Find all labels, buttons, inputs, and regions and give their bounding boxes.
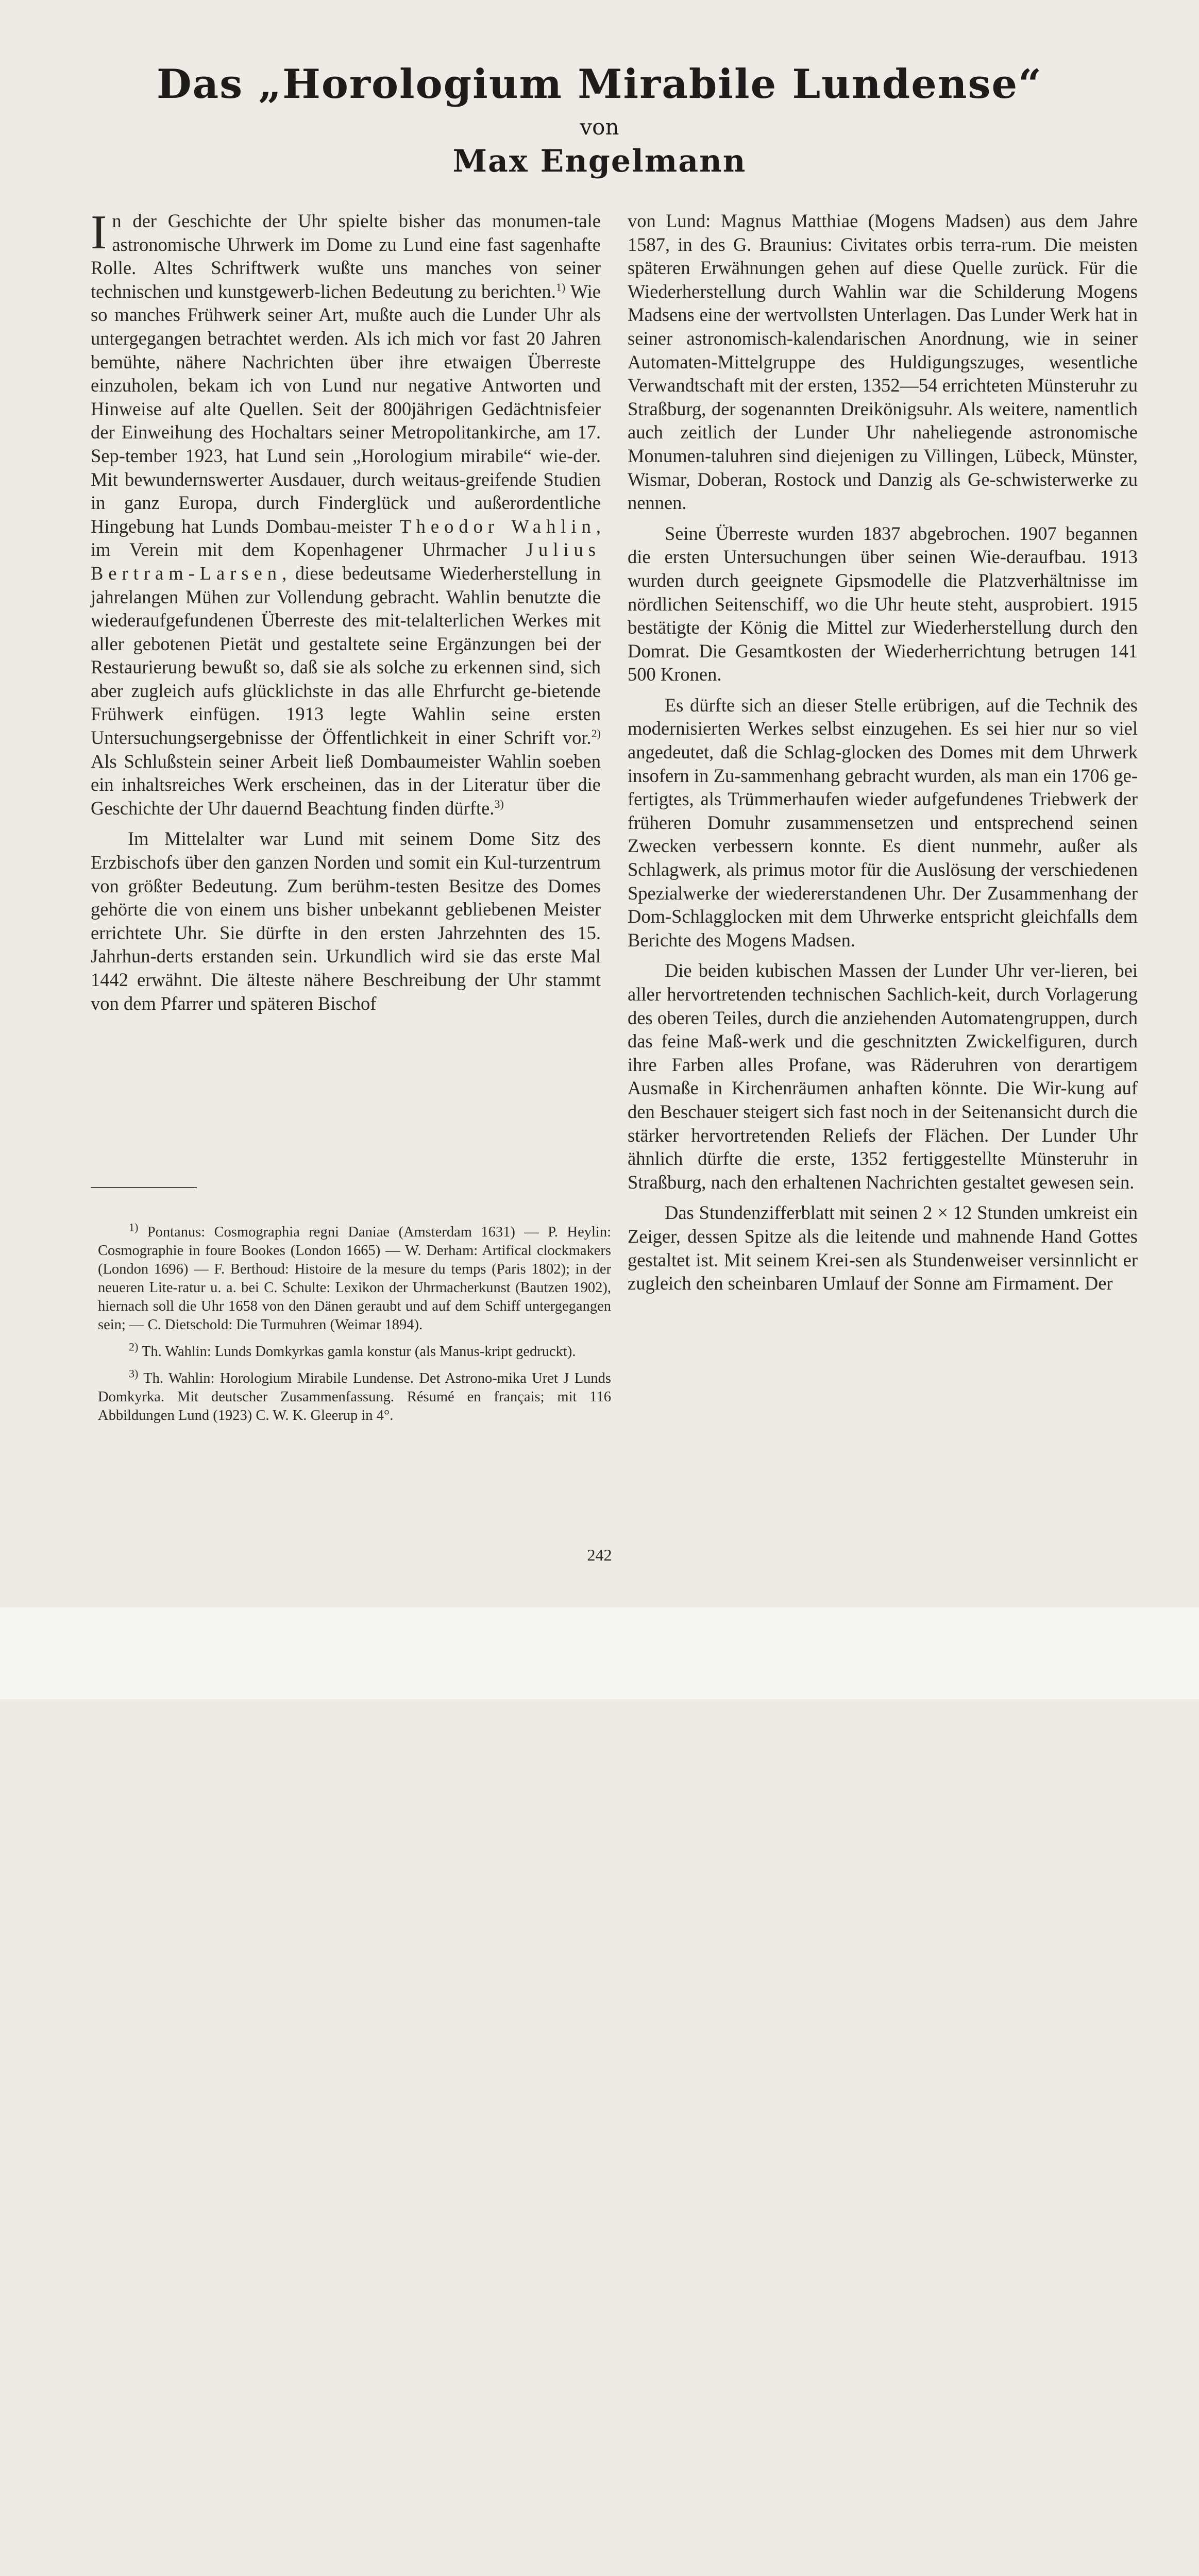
right-column (628, 209, 1138, 1295)
footnote-ref-1: 1) (555, 280, 566, 294)
article-title: Das „Horologium Mirabile Lundense“ (157, 61, 1042, 108)
right-paragraph-1: von Lund: Magnus Matthiae (Mogens Madsen) aus dem Jahre 1587, in des G. Braunius: Civitates orbis terra-rum. Die meisten späteren Erwähnungen gehen auf diese Quelle zurück. Für die Wiederherstellung durch Wahlin war die Schilderung Mogens Madsens eine der wertvollsten Unterlagen. Das Lunder Werk hat in seiner astronomisch-kalendarischen Anordnung, wie in seiner Automaten-Mittelgruppe des Huldigungszuges, wesentliche Verwandtschaft mit der ersten, 1352—54 errichteten Münsteruhr zu Straßburg, der sogenannten Dreikönigsuhr. Als weitere, namentlich auch zeitlich der Lunder Uhr naheliegende astronomische Monumen-taluhren sind diejenigen zu Villingen, Lübeck, Münster, Wismar, Doberan, Rostock und Danzig als Ge-schwisterwerke zu nennen. (628, 210, 1138, 514)
right-paragraph-5: Das Stundenzifferblatt mit seinen 2 × 12 Stunden umkreist ein Zeiger, dessen Spitze als die leitende und mahnende Hand Gottes gestaltet ist. Mit seinem Krei-sen als Stundenweiser versinnlicht er zugleich den scheinbaren Umlauf der Sonne am Firmament. Der (628, 1202, 1138, 1294)
page-number: 242 (587, 1546, 612, 1564)
footnote-1: $^{1)}$ Pontanus: Cosmographia regni Daniae (Amsterdam 1631) — P. Heylin: Cosmographie in foure Bookes (London 1665) — W. Derham: Artifical clockmakers (London 1696) — F. Berthoud: Histoire de la mesure du temps (Paris 1802); in der neueren Lite-ratur u. a. bei C. Schulte: Lexikon der Uhrmacherkunst (Bautzen 1902), hiernach soll die Uhr 1658 von den Dänen geraubt und auf dem Schiff untergegangen sein; — C. Dietschold: Die Turmuhren (Weimar 1894). (98, 1221, 611, 1333)
byline-von: von (580, 114, 619, 140)
article-author: Max Engelmann (452, 143, 747, 179)
footnote-ref-3: 3) (494, 797, 504, 810)
right-paragraph-3: Es dürfte sich an dieser Stelle erübrigen, auf die Technik des modernisierten Werkes selbst einzugehen. Es sei hier nur so viel angedeutet, daß die Schlag-glocken des Domes mit dem Uhrwerk insofern in Zu-sammenhang gebracht wurden, als man ein 1706 ge-fertigtes, als Trümmerhaufen wieder aufgefundenes Triebwerk der früheren Domuhr zusammensetzen und entsprechend seinen Zwecken verbessern konnte. Es dient nunmehr, außer als Schlagwerk, als primus motor für die Auslösung der verschiedenen Spezialwerke der wiedererstandenen Uhr. Der Zusammenhang der Dom-Schlagglocken mit dem Uhrwerke entspricht gleichfalls dem Berichte des Mogens Madsen. (628, 694, 1138, 951)
footnotes (98, 1223, 611, 1425)
name-theodor-wahlin: Theodor Wahlin (399, 515, 596, 537)
footnote-rule (91, 1187, 197, 1188)
drop-cap: I (91, 206, 107, 259)
right-paragraph-2: Seine Überreste wurden 1837 abgebrochen. 1907 begannen die ersten Untersuchungen über seinen Wie-deraufbau. 1913 wurden durch geeignete Gipsmodelle die Platzverhältnisse im nördlichen Seitenschiff, wo die Uhr heute steht, ausprobiert. 1915 bestätigte der König die Mittel zur Wiederherstellung durch den Domrat. Die Gesamtkosten der Wiederherrichtung betrugen 141 500 Kronen. (628, 522, 1138, 685)
left-column (91, 206, 601, 1015)
right-paragraph-4: Die beiden kubischen Massen der Lunder Uhr ver-lieren, bei aller hervortretenden technischen Sachlich-keit, durch Vorlagerung des oberen Teiles, durch die anziehenden Automatengruppen, durch das feine Maß-werk und die geschnitzten Zwickelfiguren, durch ihre Farben alles Profane, was Räderuhren von derartigem Ausmaße in Kirchenräumen anhaften könnte. Die Wir-kung auf den Beschauer steigert sich fast noch in der Seitenansicht durch die stärker hervortretenden Reliefs der Flächen. Der Lunder Uhr ähnlich dürfte die erste, 1352 fertiggestellte Münsteruhr in Straßburg, nach den erhaltenen Nachrichten gestaltet gewesen sein. (628, 960, 1138, 1193)
left-paragraph-2: Im Mittelalter war Lund mit seinem Dome Sitz des Erzbischofs über den ganzen Norden und somit ein Kul-turzentrum von größter Bedeutung. Zum berühm-testen Besitze des Domes gehörte die von einem uns bisher unbekannt gebliebenen Meister errichtete Uhr. Sie dürfte in den ersten Jahrzehnten des 15. Jahrhun-derts erstanden sein. Urkundlich wird sie das erste Mal 1442 erwähnt. Die älteste nähere Beschreibung der Uhr stammt von dem Pfarrer und späteren Bischof (91, 828, 601, 1014)
footer-bar (0, 1607, 1199, 1699)
left-paragraph-1: In der Geschichte der Uhr spielte bisher das monumen-tale astronomische Uhrwerk im Dome zu Lund eine fast sagenhafte Rolle. Altes Schriftwerk wußte uns manches von seiner technischen und kunstgewerb-lichen Bedeutung zu berichten.$^{1)}$ Wie so manches Frühwerk seiner Art, mußte auch die Lunder Uhr als untergegangen betrachtet werden. Als ich mich vor fast 20 Jahren bemühte, nähere Nachrichten über ihre etwaigen Überreste einzuholen, bekam ich von Lund nur negative Antworten und Hinweise auf alte Quellen. Seit der 800jährigen Gedächtnisfeier der Einweihung des Hochaltars seiner Metropolitankirche, am 17. Sep-tember 1923, hat Lund sein „Horologium mirabile“ wie-der. Mit bewundernswerter Ausdauer, durch weitaus-greifende Studien in ganz Europa, durch Finderglück und außerordentliche Hingebung hat Lunds Dombau-meister Theodor Wahlin, im Verein mit dem Kopenhagener Uhrmacher Julius Bertram-Larsen, diese bedeutsame Wiederherstellung in jahrelangen Mühen zur Vollendung gebracht. Wahlin benutzte die wiederaufgefundenen Überreste des mit-telalterlichen Werkes mit aller gebotenen Pietät und gestaltete seine Ergänzungen bei der Restaurierung bewußt so, daß sie als solche zu erkennen sind, sich aber zugleich aufs glücklichste in das alle Ehrfurcht ge-bietende Frühwerk einfügen. 1913 legte Wahlin seine ersten Untersuchungsergebnisse der Öffentlichkeit in einer Schrift vor.$^{2)}$ Als Schlußstein seiner Arbeit ließ Dombaumeister Wahlin soeben ein inhaltsreiches Werk erscheinen, das in der Literatur über die Geschichte der Uhr dauernd Beachtung finden dürfte.$^{3)}$ (91, 206, 601, 819)
name-julius-bertram-larsen: Julius Bertram-Larsen (91, 539, 601, 584)
footnote-3: $^{3)}$ Th. Wahlin: Horologium Mirabile Lundense. Det Astrono-mika Uret J Lunds Domkyrka. Mit deutscher Zusammenfassung. Résumé en français; mit 116 Abbildungen Lund (1923) C. W. K. Gleerup in 4°. (98, 1367, 611, 1423)
footnote-ref-2: 2) (591, 726, 601, 740)
footnote-2: $^{2)}$ Th. Wahlin: Lunds Domkyrkas gamla konstur (als Manus-kript gedruckt). (129, 1340, 576, 1360)
